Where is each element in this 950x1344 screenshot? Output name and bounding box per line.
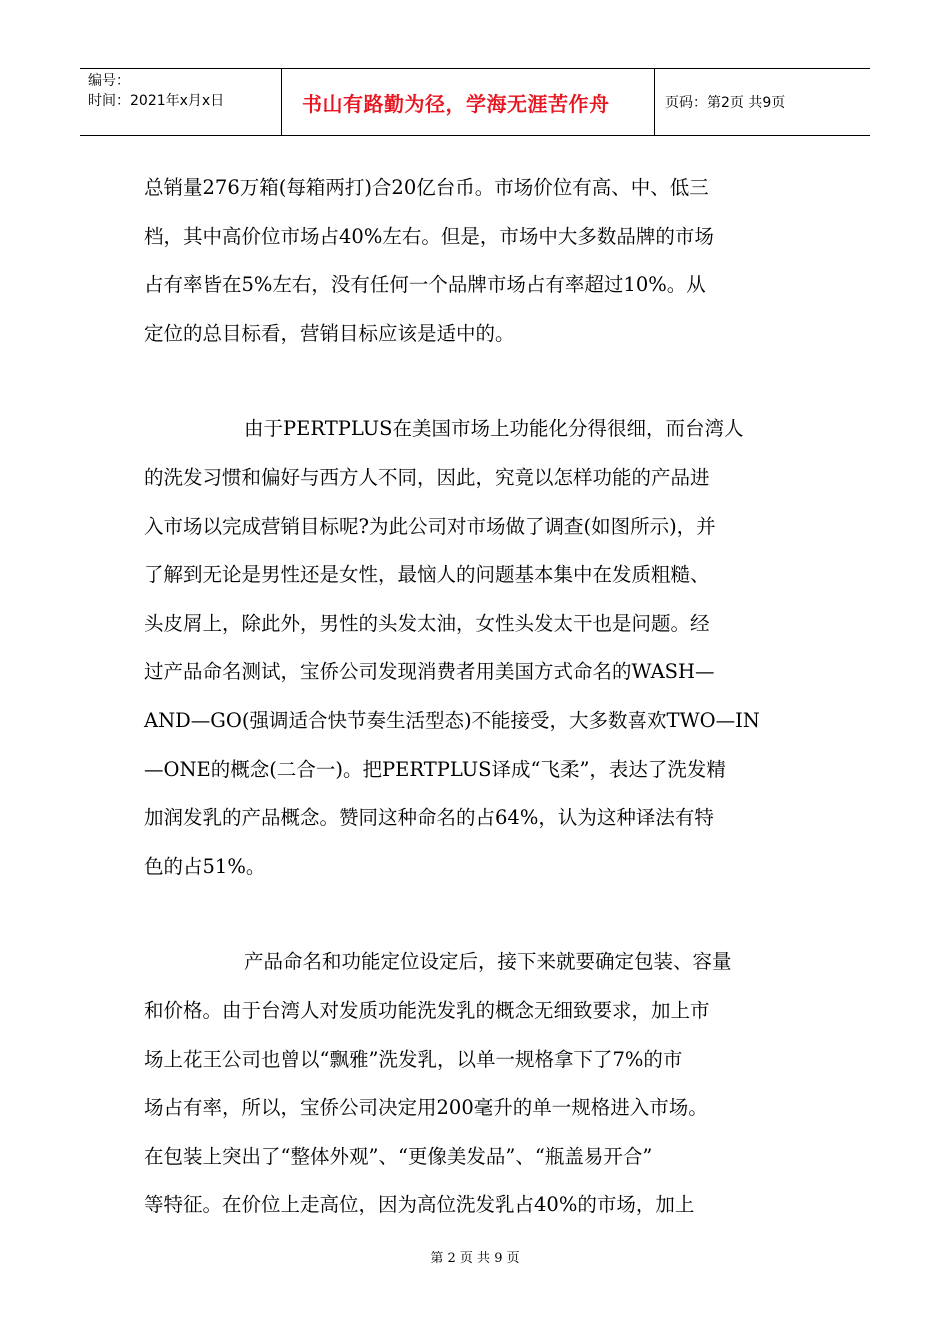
text-line: 等特征。在价位上走高位，因为高位洗发乳占40%的市场，加上	[144, 1193, 695, 1217]
header-page-number: 页码：第2页 共9页	[665, 95, 786, 111]
text-line: 了解到无论是男性还是女性，最恼人的问题基本集中在发质粗糙、	[144, 563, 710, 587]
text-line: 头皮屑上，除此外，男性的头发太油，女性头发太干也是问题。经	[144, 611, 710, 635]
text-line: 场上花王公司也曾以“飘雅”洗发乳，以单一规格拿下了7%的市	[144, 1047, 683, 1071]
text-line: 在包装上突出了“整体外观”、“更像美发品”、“瓶盖易开合”	[144, 1144, 653, 1168]
text-line: AND—GO(强调适合快节奏生活型态)不能接受，大多数喜欢TWO—IN	[144, 708, 760, 732]
page-footer	[0, 1247, 950, 1266]
header-page-cell	[655, 69, 870, 135]
paragraph-2	[144, 405, 814, 891]
document-number-label: 编号：	[88, 73, 130, 89]
text-line: 由于PERTPLUS在美国市场上功能化分得很细，而台湾人	[244, 417, 744, 441]
text-line: —ONE的概念(二合一)。把PERTPLUS译成“飞柔”，表达了洗发精	[144, 757, 726, 781]
text-line: 和价格。由于台湾人对发质功能洗发乳的概念无细致要求，加上市	[144, 998, 710, 1022]
text-line: 定位的总目标看，营销目标应该是适中的。	[144, 321, 515, 345]
document-time-label: 时间：2021年x月x日	[88, 93, 225, 109]
page-header	[80, 68, 870, 136]
text-line: 总销量276万箱(每箱两打)合20亿台币。市场价位有高、中、低三	[144, 176, 709, 199]
text-line: 入市场以完成营销目标呢?为此公司对市场做了调查(如图所示)，并	[144, 514, 716, 538]
text-line: 加润发乳的产品概念。赞同这种命名的占64%，认为这种译法有特	[144, 806, 714, 830]
text-line: 档，其中高价位市场占40%左右。但是，市场中大多数品牌的市场	[144, 224, 714, 248]
footer-page-number: 第 2 页 共 9 页	[430, 1251, 520, 1266]
header-motto-cell	[282, 69, 655, 135]
text-line: 占有率皆在5%左右，没有任何一个品牌市场占有率超过10%。从	[144, 273, 706, 297]
text-line: 过产品命名测试，宝侨公司发现消费者用美国方式命名的WASH—	[144, 660, 715, 684]
paragraph-1	[144, 164, 814, 358]
text-line: 色的占51%。	[144, 854, 266, 878]
document-body	[144, 164, 814, 1230]
header-motto: 书山有路勤为径，学海无涯苦作舟	[302, 91, 610, 116]
text-line: 产品命名和功能定位设定后，接下来就要确定包装、容量	[244, 950, 732, 974]
header-meta-cell	[80, 69, 282, 135]
text-line: 的洗发习惯和偏好与西方人不同，因此，究竟以怎样功能的产品进	[144, 465, 710, 489]
text-line: 场占有率，所以，宝侨公司决定用200毫升的单一规格进入市场。	[144, 1096, 708, 1120]
paragraph-3	[144, 938, 814, 1230]
